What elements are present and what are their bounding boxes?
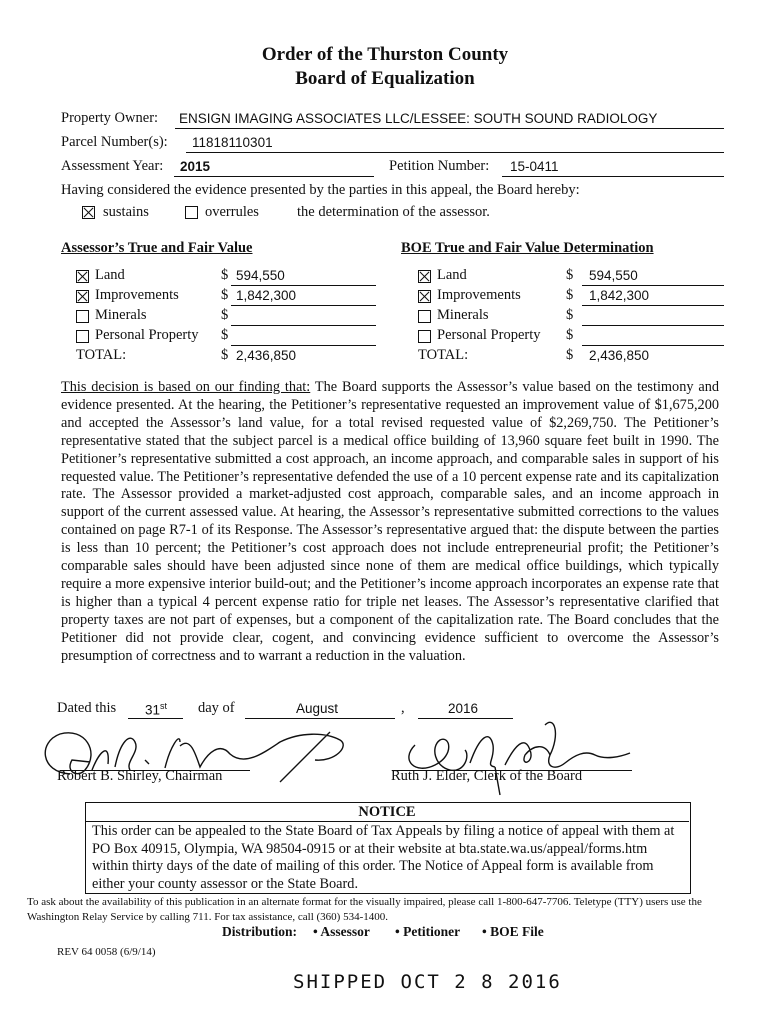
boe-land-checkbox [418, 270, 431, 283]
assessor-minerals-label: Minerals [95, 307, 147, 323]
boe-land-underline [582, 285, 724, 286]
boe-land-dollar: $ [566, 267, 574, 283]
decision-text: The Board supports the Assessor’s value based on the testimony and evidence presented. At the hearing, the Petitioner’s representative requested an improvement value of $1,675,200 and accepted the Assessor’s land value, for a total revised requested value of $2,269,750. The Petitioner’s representative stated that the subject parcel is a medical office building of 13,960 square feet built in 1990. The Petitioner’s representative submitted a cost approach, an income approach, and comparable sales in support of his requested value. The Petitioner’s representative defended the use of a 10 percent expense rate and its capitalization rate. The Assessor provided a market-adjusted cost approach, comparable sales, and an income approach in support of the current assessed value. At hearing, the Assessor’s representative submitted corrections to the values contained on page R7-1 of its Response. The Assessor’s representative argued that: the dispute between the parties is less than 10 percent; the Petitioner’s cost approach does not include entrepreneurial profit; the Petitioner’s comparable sales should have been adjusted since none of them are medical office buildings, which typically require a more expensive interior build-out; and the Petitioner’s income approach incorporates an expense rate that is higher than a typical 4 percent expense ratio for triple net leases. The Assessor’s representative clarified that property taxes are not part of expenses, but a component of the capitalization rate. The Board concludes that the Petitioner did not provide clear, cogent, and convincing evidence sufficient to overcome the Assessor’s presumption of correctness and to warrant a reduction in the valuation. [61, 379, 720, 664]
distribution-boe-file: • BOE File [482, 924, 544, 939]
overrules-label: overrules [205, 204, 259, 220]
assessor-minerals-dollar: $ [221, 307, 229, 323]
dated-year: 2016 [448, 701, 479, 716]
parcel-underline [186, 152, 724, 153]
assessor-value-heading: Assessor’s True and Fair Value [61, 240, 253, 256]
assessor-personal-property-label: Personal Property [95, 327, 199, 343]
order-title-line2: Board of Equalization [295, 68, 475, 89]
assessor-improvements-dollar: $ [221, 287, 229, 303]
chairman-name: Robert B. Shirley, Chairman [57, 768, 223, 784]
dated-day: 31st [145, 701, 168, 718]
assessment-year-underline [174, 176, 374, 177]
boe-land-label: Land [437, 267, 467, 283]
petition-number-value: 15-0411 [510, 159, 559, 174]
distribution-label: Distribution: [222, 924, 298, 939]
accessibility-note: To ask about the availability of this publication in an alternate format for the visually impaired, please call 1-800-647-7706. Teletype (TTY) users use the Washington Relay Service by calling 711. For tax assistance, call (360) 534-1400. [27, 896, 702, 923]
boe-personal-property-checkbox [418, 330, 431, 343]
petition-number-label: Petition Number: [389, 158, 490, 174]
petition-number-underline [502, 176, 724, 177]
decision-lead: This decision is based on our finding that: [61, 379, 311, 395]
determination-text: the determination of the assessor. [297, 204, 490, 220]
assessor-personal-property-dollar: $ [221, 327, 229, 343]
notice-divider [85, 821, 689, 822]
assessor-total-dollar: $ [221, 347, 229, 363]
dated-comma: , [401, 700, 405, 716]
property-owner-value: ENSIGN IMAGING ASSOCIATES LLC/LESSEE: SOUTH SOUND RADIOLOGY [179, 111, 658, 126]
boe-personal-property-underline [582, 345, 724, 346]
assessor-improvements-label: Improvements [95, 287, 179, 303]
assessor-minerals-underline [231, 325, 376, 326]
sustains-label: sustains [103, 204, 149, 220]
order-title-line1: Order of the Thurston County [261, 44, 509, 65]
dated-month: August [296, 701, 339, 716]
assessor-minerals-checkbox [76, 310, 89, 323]
boe-minerals-dollar: $ [566, 307, 574, 323]
notice-text: This order can be appealed to the State Board of Tax Appeals by filing a notice of appeal with them at PO Box 40915, Olympia, WA 98504-0915 or at their website at bta.state.wa.us/appeal/forms.htm within thirty days of the date of mailing of this order. The Notice of Appeal form is available from either your county assessor or the State Board. [92, 823, 675, 892]
dated-label: Dated this [57, 700, 117, 716]
boe-total-value: 2,436,850 [589, 348, 650, 363]
boe-minerals-checkbox [418, 310, 431, 323]
day-of-label: day of [198, 700, 235, 716]
boe-personal-property-label: Personal Property [437, 327, 541, 343]
assessor-land-label: Land [95, 267, 125, 283]
considered-statement: Having considered the evidence presented by the parties in this appeal, the Board hereby: [61, 182, 580, 198]
assessor-total-value: 2,436,850 [236, 348, 297, 363]
distribution-assessor: • Assessor [313, 924, 370, 939]
clerk-signature [395, 705, 635, 800]
assessment-year-value: 2015 [180, 159, 211, 174]
assessor-land-dollar: $ [221, 267, 229, 283]
boe-total-label: TOTAL: [418, 347, 469, 363]
overrules-checkbox [185, 206, 198, 219]
distribution-petitioner: • Petitioner [395, 924, 461, 939]
boe-minerals-label: Minerals [437, 307, 489, 323]
boe-value-heading: BOE True and Fair Value Determination [401, 240, 654, 256]
boe-personal-property-dollar: $ [566, 327, 574, 343]
assessor-improvements-value: 1,842,300 [236, 288, 297, 303]
decision-paragraph [61, 379, 719, 666]
boe-improvements-underline [582, 305, 724, 306]
property-owner-label: Property Owner: [61, 110, 159, 126]
assessor-personal-property-underline [231, 345, 376, 346]
assessor-improvements-checkbox [76, 290, 89, 303]
boe-total-dollar: $ [566, 347, 574, 363]
boe-improvements-checkbox [418, 290, 431, 303]
form-id: REV 64 0058 (6/9/14) [57, 946, 156, 958]
shipped-stamp: SHIPPED OCT 2 8 2016 [293, 971, 562, 993]
sustains-checkbox [82, 206, 95, 219]
boe-minerals-underline [582, 325, 724, 326]
property-owner-underline [175, 128, 724, 129]
assessor-personal-property-checkbox [76, 330, 89, 343]
clerk-name: Ruth J. Elder, Clerk of the Board [391, 768, 583, 784]
parcel-value: 11818110301 [192, 135, 273, 150]
assessor-land-underline [231, 285, 376, 286]
assessor-land-checkbox [76, 270, 89, 283]
notice-title: NOTICE [358, 804, 416, 820]
parcel-label: Parcel Number(s): [61, 134, 168, 150]
boe-improvements-label: Improvements [437, 287, 521, 303]
assessor-improvements-underline [231, 305, 376, 306]
assessor-total-label: TOTAL: [76, 347, 127, 363]
boe-land-value: 594,550 [589, 268, 638, 283]
boe-improvements-value: 1,842,300 [589, 288, 650, 303]
boe-improvements-dollar: $ [566, 287, 574, 303]
assessor-land-value: 594,550 [236, 268, 285, 283]
assessment-year-label: Assessment Year: [61, 158, 164, 174]
